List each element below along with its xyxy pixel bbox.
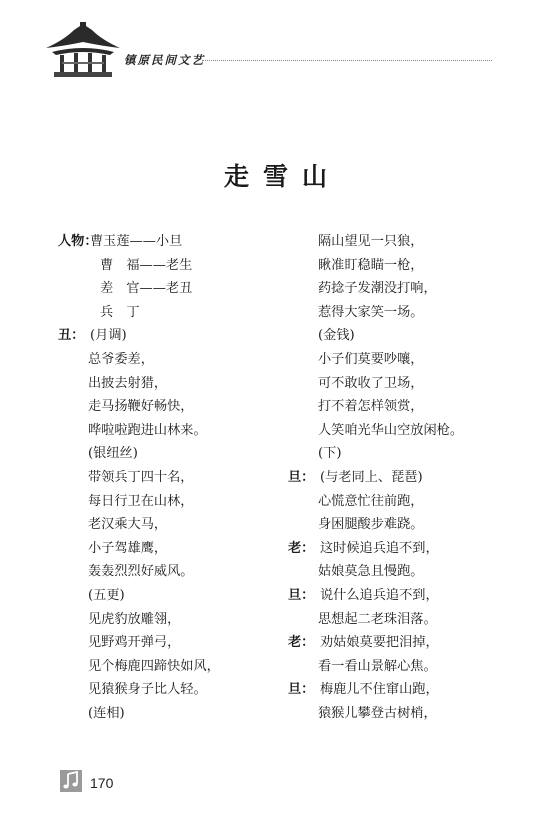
verse-line <box>58 702 288 726</box>
verse-text: 小子驾雄鹰， <box>88 540 168 556</box>
verse-line <box>288 419 518 443</box>
verse-line <box>288 513 518 537</box>
verse-text: 可不敢收了卫场， <box>318 375 424 391</box>
verse-text: 猿猴儿攀登古树梢， <box>318 705 437 721</box>
verse-text: 差 官——老丑 <box>100 281 193 297</box>
verse-text: 见虎豹放雕翎， <box>88 611 181 627</box>
verse-text: 曹玉莲——小旦 <box>90 234 183 249</box>
verse-line <box>288 395 518 419</box>
verse-text: 轰轰烈烈好威风。 <box>88 564 194 580</box>
verse-text: 曹 福——老生 <box>100 257 193 273</box>
verse-text: 总爷委差， <box>88 351 154 367</box>
verse-text: 说什么追兵追不到， <box>320 587 439 603</box>
verse-text: 劝姑娘莫要把泪掉， <box>320 635 439 651</box>
verse-line <box>58 395 288 419</box>
verse-text: (五更) <box>88 587 125 603</box>
verse-line <box>58 277 288 301</box>
page-number: 170 <box>90 775 114 791</box>
verse-line <box>288 678 518 702</box>
verse-line <box>288 702 518 726</box>
verse-line <box>58 608 288 632</box>
verse-line <box>288 277 518 301</box>
verse-line <box>288 372 518 396</box>
verse-text: 走马扬鞭好畅快， <box>88 399 194 415</box>
verse-text: (月调) <box>90 328 127 344</box>
verse-line <box>288 254 518 278</box>
verse-text: (连相) <box>88 705 125 721</box>
verse-text: 人笑咱光华山空放闲枪。 <box>318 422 464 438</box>
verse-line <box>58 584 288 608</box>
verse-line <box>58 348 288 372</box>
verse-text: 老汉乘大马， <box>88 517 168 533</box>
verse-text: 见野鸡开弹弓， <box>88 635 181 651</box>
verse-text: 哗啦啦跑进山林来。 <box>88 422 207 438</box>
verse-text: 姑娘莫急且慢跑。 <box>318 564 424 580</box>
speaker-label: 丑： <box>58 328 85 344</box>
verse-line <box>58 537 288 561</box>
verse-line <box>58 560 288 584</box>
verse-line <box>58 419 288 443</box>
verse-text: 心慌意忙往前跑， <box>318 493 424 509</box>
verse-line <box>288 490 518 514</box>
verse-line <box>288 608 518 632</box>
speaker-label: 旦： <box>288 469 315 485</box>
verse-text: 隔山望见一只狼， <box>318 234 424 249</box>
verse-text: (银纽丝) <box>88 446 138 462</box>
verse-line <box>58 678 288 702</box>
verse-text: 带领兵丁四十名， <box>88 469 194 485</box>
verse-line <box>58 254 288 278</box>
music-note-icon <box>60 770 82 792</box>
verse-line <box>58 230 288 254</box>
verse-line <box>288 631 518 655</box>
verse-line <box>288 324 518 348</box>
verse-line <box>58 324 288 348</box>
verse-line <box>288 301 518 325</box>
speaker-label: 老： <box>288 540 315 556</box>
right-text-column <box>288 230 518 725</box>
play-title: 走雪山 <box>223 162 341 191</box>
verse-line <box>58 631 288 655</box>
verse-line <box>288 466 518 490</box>
verse-line <box>288 560 518 584</box>
verse-line <box>58 490 288 514</box>
header-dotted-rule <box>202 60 492 61</box>
verse-line <box>288 537 518 561</box>
speaker-label: 旦： <box>288 682 315 698</box>
speaker-label: 旦： <box>288 587 315 603</box>
speaker-label: 老： <box>288 635 315 651</box>
verse-line <box>58 372 288 396</box>
verse-text: 打不着怎样领赏， <box>318 399 424 415</box>
verse-line <box>288 442 518 466</box>
verse-text: 每日行卫在山林， <box>88 493 194 509</box>
verse-text: 思想起二老珠泪落。 <box>318 611 437 627</box>
running-header <box>44 22 514 78</box>
verse-text: 见猿猴身子比人轻。 <box>88 682 207 698</box>
verse-line <box>58 442 288 466</box>
verse-text: 药捻子发潮没打响， <box>318 281 437 297</box>
book-title: 镇原民间文艺 <box>124 53 205 67</box>
verse-text: 惹得大家笑一场。 <box>318 304 424 320</box>
verse-text: 看一看山景解心焦。 <box>318 658 437 674</box>
verse-line <box>288 230 518 254</box>
verse-line <box>288 348 518 372</box>
left-text-column <box>58 230 288 725</box>
verse-text: 小子们莫要吵嚷， <box>318 351 424 367</box>
verse-text: (下) <box>318 446 342 462</box>
speaker-label: 人物： <box>58 234 98 249</box>
pavilion-icon <box>44 22 122 78</box>
verse-line <box>288 655 518 679</box>
verse-text: 瞅准盯稳瞄一枪， <box>318 257 424 273</box>
verse-text: 兵 丁 <box>100 304 140 320</box>
verse-line <box>58 466 288 490</box>
verse-line <box>58 655 288 679</box>
verse-text: (金钱) <box>318 328 355 344</box>
verse-line <box>288 584 518 608</box>
verse-line <box>58 301 288 325</box>
verse-line <box>58 513 288 537</box>
verse-text: (与老同上、琵琶) <box>320 469 423 485</box>
verse-text: 梅鹿儿不住窜山跑， <box>320 682 439 698</box>
verse-text: 出披去射猎， <box>88 375 168 391</box>
verse-text: 身困腿酸步难跷。 <box>318 517 424 533</box>
verse-text: 这时候追兵追不到， <box>320 540 439 556</box>
verse-text: 见个梅鹿四蹄快如风， <box>88 658 220 674</box>
